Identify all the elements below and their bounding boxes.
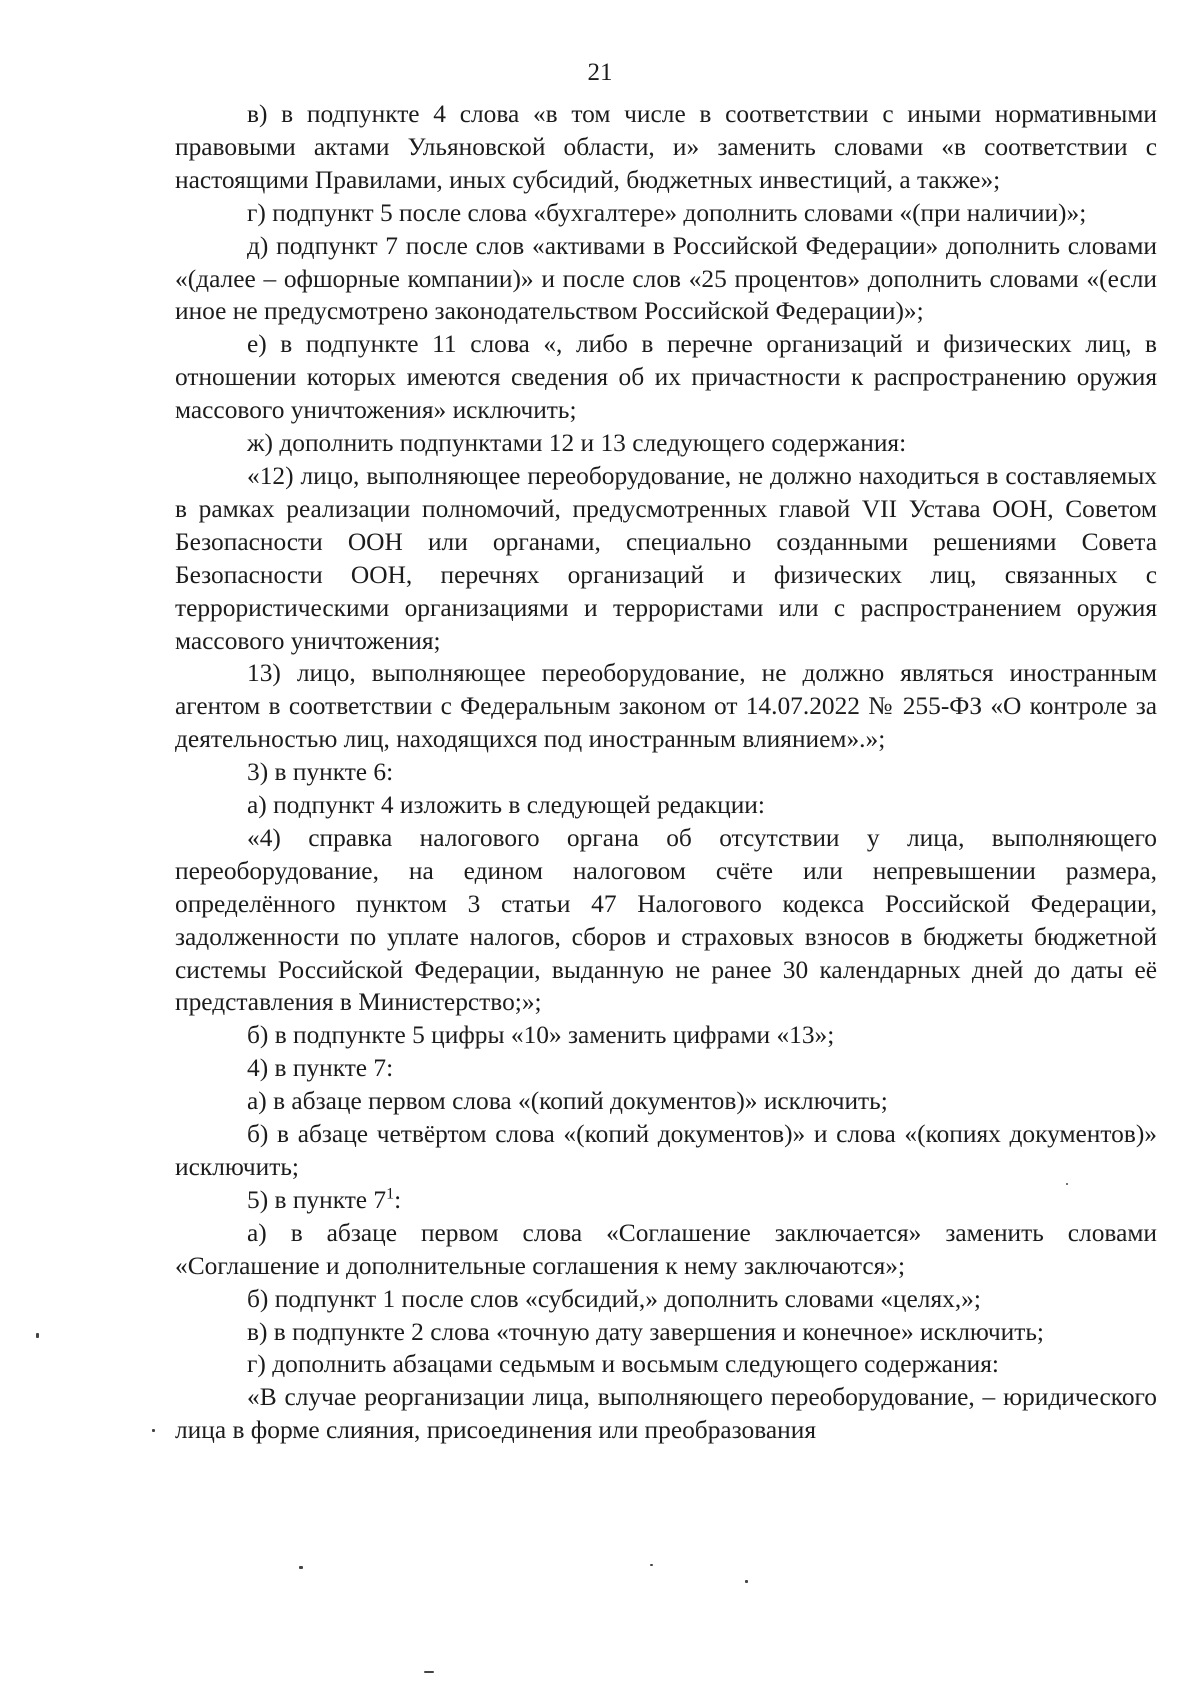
item-5-superscript: 1 <box>386 1185 395 1203</box>
paragraph: 13) лицо, выполняющее переоборудование, не должно являться иностранным агентом в соответствии с Федеральным законом от 14.07.2022 № 255-ФЗ «О контроле за деятельностью лиц, находящихся под иностранным влиянием».»; <box>175 659 1157 754</box>
scan-speck <box>299 1566 303 1569</box>
paragraph: е) в подпункте 11 слова «, либо в перечне организаций и физических лиц, в отношении которых имеются сведения об их причастности к распространению оружия массового уничтожения» исключить; <box>175 330 1157 425</box>
scan-speck <box>152 1429 155 1432</box>
paragraph: «12) лицо, выполняющее переоборудование, не должно находиться в составляемых в рамках реализации полномочий, предусмотренных главой VII Устава ООН, Советом Безопасности ООН или органами, специально созданными решениями Совета Безопасности ООН, перечнях организаций и физических лиц, связанных с террористическими организациями и террористами или с распространением оружия массового уничтожения; <box>175 461 1157 655</box>
scan-speck <box>424 1671 434 1673</box>
scan-speck <box>1066 1183 1068 1185</box>
paragraph: г) подпункт 5 после слова «бухгалтере» дополнить словами «(при наличии)»; <box>247 198 1087 227</box>
paragraph-item-5 <box>175 1184 1157 1217</box>
paragraph: «В случае реорганизации лица, выполняющего переоборудование, – юридического лица в форме слияния, присоединения или преобразования <box>175 1383 1157 1445</box>
paragraph: д) подпункт 7 после слов «активами в Российской Федерации» дополнить словами «(далее – офшорные компании)» и после слов «25 процентов» дополнить словами «(если иное не предусмотрено законодательством Российской Федерации)»; <box>175 231 1157 326</box>
paragraph: б) в абзаце четвёртом слова «(копий документов)» и слова «(копиях документов)» исключить; <box>175 1120 1157 1181</box>
scan-speck <box>650 1564 653 1566</box>
paragraph: в) в подпункте 2 слова «точную дату завершения и конечное» исключить; <box>247 1317 1044 1346</box>
scan-speck <box>36 1333 39 1338</box>
scan-speck <box>745 1580 748 1583</box>
paragraph: а) в абзаце первом слова «(копий документов)» исключить; <box>247 1087 888 1116</box>
paragraph: а) подпункт 4 изложить в следующей редакции: <box>247 791 765 820</box>
paragraph: «4) справка налогового органа об отсутствии у лица, выполняющего переоборудование, на едином налоговом счёте или непревышении размера, определённого пунктом 3 статьи 47 Налогового кодекса Российской Федерации, задолженности по уплате налогов, сборов и страховых взносов в бюджеты бюджетной системы Российской Федерации, выданную не ранее 30 календарных дней до даты её представления в Министерство;»; <box>175 823 1157 1017</box>
paragraph: в) в подпункте 4 слова «в том числе в соответствии с иными нормативными правовыми актами Ульяновской области, и» заменить словами «в соответствии с настоящими Правилами, иных субсидий, бюджетных инвестиций, а также»; <box>175 100 1157 194</box>
item-5-suffix: : <box>394 1185 402 1214</box>
paragraph: б) подпункт 1 после слов «субсидий,» дополнить словами «целях,»; <box>247 1284 981 1313</box>
paragraph: а) в абзаце первом слова «Соглашение заключается» заменить словами «Соглашение и дополнительные соглашения к нему заключаются»; <box>175 1218 1157 1280</box>
item-5-text: 5) в пункте 7 <box>247 1185 387 1214</box>
paragraph: б) в подпункте 5 цифры «10» заменить цифрами «13»; <box>247 1021 835 1050</box>
document-body <box>175 98 1157 1447</box>
page-number: 21 <box>587 59 613 86</box>
paragraph: ж) дополнить подпунктами 12 и 13 следующего содержания: <box>247 429 907 458</box>
paragraph: г) дополнить абзацами седьмым и восьмым следующего содержания: <box>247 1350 999 1379</box>
paragraph: 3) в пункте 6: <box>247 758 394 787</box>
paragraph: 4) в пункте 7: <box>247 1054 394 1083</box>
